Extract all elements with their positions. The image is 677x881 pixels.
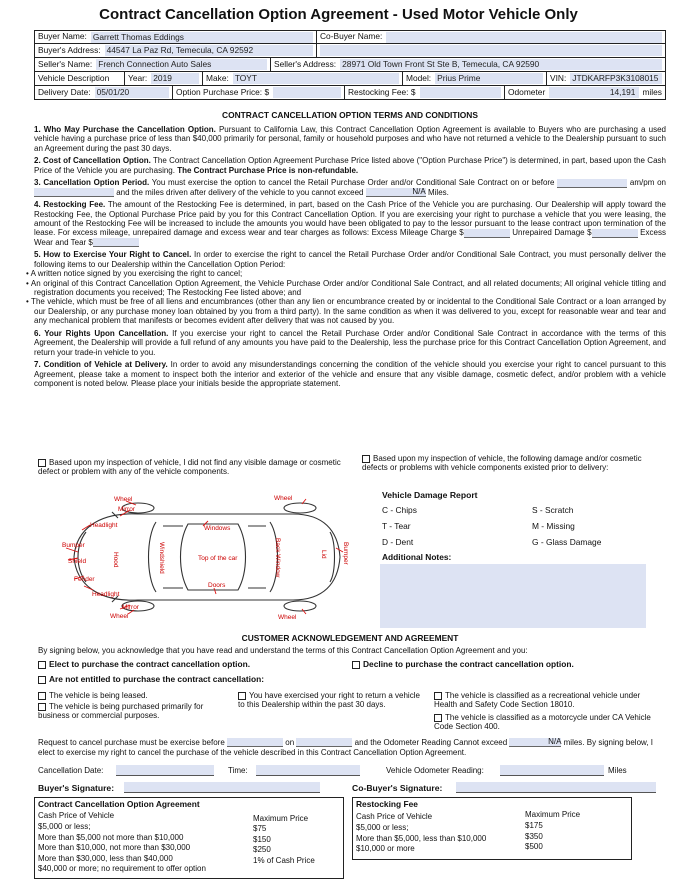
vehicle-damage-diagram[interactable] bbox=[38, 492, 364, 622]
restock-table-col2: Maximum Price bbox=[525, 810, 581, 819]
odometer-unit: miles bbox=[642, 86, 662, 97]
model-label: Model: bbox=[406, 72, 432, 83]
motorcycle-checkbox[interactable] bbox=[434, 714, 442, 722]
buyer-name-label: Buyer Name: bbox=[38, 31, 87, 42]
option-price-field[interactable] bbox=[273, 87, 341, 98]
seller-name-label: Seller's Name: bbox=[38, 58, 93, 69]
vehicle-description-label: Vehicle Description bbox=[38, 72, 110, 83]
page-title: Contract Cancellation Option Agreement - Used Motor Vehicle Only bbox=[99, 6, 578, 23]
term-5 bbox=[34, 250, 666, 269]
cobuyer-name-field[interactable] bbox=[386, 32, 662, 43]
term-1-heading: 1. Who May Purchase the Cancellation Option. bbox=[34, 125, 216, 134]
odometer-reading-label: Vehicle Odometer Reading: bbox=[386, 766, 484, 775]
make-label: Make: bbox=[206, 72, 229, 83]
damage-found-text: Based upon my inspection of vehicle, the following damage and/or cosmetic defects or problems with vehicle components existed prior to delivery: bbox=[362, 454, 642, 473]
business-checkbox[interactable] bbox=[38, 703, 46, 711]
not-entitled-text: Are not entitled to purchase the contract cancellation: bbox=[49, 674, 264, 684]
buyer-name-field[interactable]: Garrett Thomas Eddings bbox=[91, 32, 313, 43]
buyer-signature-field[interactable] bbox=[124, 782, 320, 793]
restock-row-max-3: $500 bbox=[525, 842, 543, 851]
option-row-price-2: More than $5,000 not more than $10,000 bbox=[38, 832, 184, 842]
diagram-wheel-bottom-left: Wheel bbox=[110, 613, 129, 620]
term-6-body: If you exercise your right to cancel the Retail Purchase Order and/or Conditional Sale Contract in accordance with the terms of this Agreement, the Dealership will provide a full refund of any amounts you have paid to the Dealership, less the purchase price for this Contract Cancellation Option Agreement, and return your trade-in vehicle to you. bbox=[34, 328, 666, 357]
diagram-windows: Windows bbox=[204, 525, 231, 532]
diagram-wheel-top-right: Wheel bbox=[274, 495, 293, 502]
odometer-label: Odometer bbox=[508, 86, 546, 97]
make-field[interactable]: TOYT bbox=[233, 73, 399, 84]
cancellation-date-label: Cancellation Date: bbox=[38, 766, 104, 775]
option-row-price-4: More than $30,000, less than $40,000 bbox=[38, 853, 173, 863]
damage-report-title: Vehicle Damage Report bbox=[382, 490, 478, 500]
code-dent: D - Dent bbox=[382, 537, 414, 547]
restock-row-price-3: $10,000 or more bbox=[356, 844, 415, 853]
term-5-bullet-3: • The vehicle, which must be free of all liens and encumbrances (other than any lien or encumbrance created by or incidental to the Conditional Sale Contract or a loan arranged by our Dealership, or any purchase money loan obtained by you from a third party). In the same condition as when it was delivered to you, except for reasonable wear and tear and any mechanical problem that manifests or becomes evident after delivery that was not caused by you. bbox=[26, 297, 666, 326]
elect-checkbox[interactable] bbox=[38, 661, 46, 669]
vehicle-info-grid bbox=[34, 30, 666, 100]
buyer-address-extra-field[interactable] bbox=[320, 45, 662, 56]
excess-wear-label: Excess Wear and Tear $ bbox=[34, 228, 666, 247]
diagram-mirror-bottom: Mirror bbox=[122, 604, 139, 611]
request-odometer-field[interactable]: N/A bbox=[509, 738, 561, 747]
term-2-heading: 2. Cost of Cancellation Option. bbox=[34, 156, 151, 166]
rv-option bbox=[434, 691, 656, 710]
cobuyer-name-label: Co-Buyer Name: bbox=[320, 31, 383, 42]
term-5-heading: 5. How to Exercise Your Right to Cancel. bbox=[34, 250, 192, 260]
no-damage-checkbox[interactable] bbox=[38, 459, 46, 467]
term-1-body: Pursuant to California Law, this Contract Cancellation Option Agreement is available to Buyers who are purchasing a used vehicle having a purchase price of less than $40,000 primarily for personal, family or household purposes and who have not returned a vehicle to the Dealership pursuant to such an Agreement during the past 30 days. bbox=[34, 125, 666, 153]
restock-row-max-2: $350 bbox=[525, 831, 543, 841]
leased-option bbox=[38, 691, 233, 700]
diagram-wheel-bottom-right: Wheel bbox=[278, 614, 297, 621]
term-3-text-b: am/pm on bbox=[629, 178, 666, 188]
excess-mileage-field[interactable] bbox=[464, 229, 510, 238]
decline-checkbox[interactable] bbox=[352, 661, 360, 669]
seller-address-label: Seller's Address: bbox=[274, 58, 337, 69]
diagram-top-of-car: Top of the car bbox=[198, 555, 238, 562]
restock-table-max bbox=[525, 821, 543, 853]
business-option bbox=[38, 702, 233, 721]
restock-row-price-2: More than $5,000, less than $10,000 bbox=[356, 833, 487, 843]
option-price-table bbox=[34, 797, 344, 879]
diagram-wheel-top-left: Wheel bbox=[114, 496, 133, 503]
term-2 bbox=[34, 156, 666, 175]
cancellation-date-field[interactable] bbox=[116, 765, 214, 776]
option-table-col2: Maximum Price bbox=[253, 814, 309, 823]
decline-text: Decline to purchase the contract cancellation option. bbox=[363, 659, 574, 669]
diagram-hood: Hood bbox=[112, 552, 119, 568]
restocking-fee-label: Restocking Fee: $ bbox=[348, 86, 416, 97]
request-date-field[interactable] bbox=[296, 738, 352, 747]
request-text-a: Request to cancel purchase must be exercise before bbox=[38, 738, 225, 747]
option-price-label: Option Purchase Price: $ bbox=[176, 86, 270, 97]
option-row-max-1: $75 bbox=[253, 824, 267, 833]
odometer-field[interactable]: 14,191 bbox=[549, 87, 639, 98]
vin-field[interactable]: JTDKARFP3K3108015 bbox=[570, 73, 662, 84]
option-row-price-3: More than $10,000, not more than $30,000 bbox=[38, 843, 191, 852]
returned-text: You have exercised your right to return a vehicle to this Dealership within the past 30 days. bbox=[238, 691, 420, 710]
option-row-price-1: $5,000 or less; bbox=[38, 822, 91, 831]
diagram-bumper-front: Bumper bbox=[62, 542, 85, 549]
diagram-windshield: Windshield bbox=[158, 542, 165, 574]
diagram-bumper-rear: Bumper bbox=[342, 542, 349, 565]
term-7-heading: 7. Condition of Vehicle at Delivery. bbox=[34, 360, 168, 370]
request-text-c: miles. bbox=[563, 738, 585, 747]
model-field[interactable]: Prius Prime bbox=[435, 73, 543, 84]
option-row-max-3: $250 bbox=[253, 845, 271, 854]
additional-notes-label: Additional Notes: bbox=[382, 552, 452, 562]
diagram-headlight-top: Headlight bbox=[90, 522, 118, 529]
restock-row-price-1: $5,000 or less; bbox=[356, 823, 409, 832]
code-scratch: S - Scratch bbox=[532, 505, 574, 515]
option-table-prices bbox=[38, 822, 206, 875]
acknowledgement-intro: By signing below, you acknowledge that you have read and understand the terms of this Contract Cancellation Option Agreement and you: bbox=[38, 646, 528, 655]
code-glass-damage: G - Glass Damage bbox=[532, 537, 602, 547]
option-row-price-5: $40,000 or more; no requirement to offer option bbox=[38, 864, 206, 873]
cancel-time-field[interactable] bbox=[557, 179, 627, 188]
cobuyer-signature-label: Co-Buyer's Signature: bbox=[352, 783, 443, 793]
diagram-mirror-top: Mirror bbox=[118, 506, 135, 513]
leased-text: The vehicle is being leased. bbox=[49, 691, 148, 700]
terms-heading: CONTRACT CANCELLATION OPTION TERMS AND CONDITIONS bbox=[222, 110, 478, 120]
buyer-address-field[interactable]: 44547 La Paz Rd, Temecula, CA 92592 bbox=[105, 45, 313, 56]
odometer-reading-miles: Miles bbox=[608, 766, 627, 775]
rv-checkbox[interactable] bbox=[434, 692, 442, 700]
year-label: Year: bbox=[128, 72, 148, 83]
diagram-lid: Lid bbox=[320, 550, 327, 559]
no-damage-option bbox=[38, 458, 356, 477]
request-text-on: on bbox=[285, 738, 295, 747]
option-table-title: Contract Cancellation Option Agreement bbox=[38, 799, 200, 809]
unrepaired-damage-label: Unrepaired Damage $ bbox=[512, 228, 592, 238]
term-5-bullet-2: • An original of this Contract Cancellation Option Agreement, the Vehicle Purchase Order and/or Conditional Sale Contract, and all related documents; All original vehicle titling and registration documents you received; The Restocking Fee listed above; and bbox=[26, 278, 666, 297]
restock-table-title: Restocking Fee bbox=[356, 799, 418, 809]
rv-text: The vehicle is classified as a recreational vehicle under Health and Safety Code Section 18010. bbox=[434, 691, 641, 710]
request-time-field[interactable] bbox=[227, 738, 283, 747]
term-3-heading: 3. Cancellation Option Period. bbox=[34, 178, 150, 188]
term-2-nonrefundable: The Contract Purchase Price is non-refundable. bbox=[174, 165, 359, 175]
option-table-col1: Cash Price of Vehicle bbox=[38, 811, 115, 820]
max-miles-field[interactable]: N/A bbox=[366, 188, 426, 197]
cancel-request-paragraph bbox=[38, 738, 664, 759]
cobuyer-signature-field[interactable] bbox=[456, 782, 656, 793]
elect-option bbox=[38, 660, 250, 670]
restock-table-prices bbox=[356, 823, 486, 855]
motorcycle-option bbox=[434, 713, 656, 732]
term-3-text-c: and the miles driven after delivery of the vehicle to you cannot exceed bbox=[116, 187, 364, 197]
terms-section bbox=[26, 125, 666, 391]
seller-address-field[interactable]: 28971 Old Town Front St Ste B, Temecula, CA 92590 bbox=[340, 59, 662, 70]
odometer-reading-field[interactable] bbox=[500, 765, 604, 776]
buyer-address-label: Buyer's Address: bbox=[38, 44, 101, 55]
motorcycle-text: The vehicle is classified as a motorcycle under CA Vehicle Code Section 400. bbox=[434, 713, 651, 732]
term-3-text-d: Miles. bbox=[427, 187, 449, 197]
acknowledgement-heading: CUSTOMER ACKNOWLEDGEMENT AND AGREEMENT bbox=[241, 633, 459, 643]
term-6-heading: 6. Your Rights Upon Cancellation. bbox=[34, 328, 169, 338]
time-field[interactable] bbox=[256, 765, 360, 776]
option-row-max-2: $150 bbox=[253, 834, 271, 844]
restocking-fee-table bbox=[352, 797, 632, 860]
business-text: The vehicle is being purchased primarily for business or commercial purposes. bbox=[38, 702, 204, 721]
seller-name-field[interactable]: French Connection Auto Sales bbox=[96, 59, 267, 70]
code-missing: M - Missing bbox=[532, 521, 575, 531]
term-4 bbox=[34, 200, 666, 247]
additional-notes-field[interactable] bbox=[380, 564, 646, 628]
elect-text: Elect to purchase the contract cancellation option. bbox=[49, 659, 251, 669]
not-entitled-option bbox=[38, 675, 264, 685]
delivery-date-label: Delivery Date: bbox=[38, 86, 91, 97]
term-3-text-a: You must exercise the option to cancel the Retail Purchase Order and/or Conditional Sale Contract on or before bbox=[149, 178, 555, 188]
delivery-date-field[interactable]: 05/01/20 bbox=[95, 87, 169, 98]
diagram-doors: Doors bbox=[208, 582, 226, 589]
restock-row-max-1: $175 bbox=[525, 821, 543, 830]
restock-table-col1: Cash Price of Vehicle bbox=[356, 812, 433, 821]
cancel-date-field[interactable] bbox=[34, 188, 114, 197]
term-5-bullet-1: • A written notice signed by you exercising the right to cancel; bbox=[26, 269, 243, 279]
restocking-fee-field[interactable] bbox=[420, 87, 502, 98]
leased-checkbox[interactable] bbox=[38, 692, 46, 700]
option-table-max bbox=[253, 824, 315, 866]
excess-wear-field[interactable] bbox=[93, 238, 139, 247]
diagram-fender: Fender bbox=[74, 576, 95, 583]
vin-label: VIN: bbox=[550, 72, 567, 83]
diagram-back-window: Back Window bbox=[274, 538, 281, 578]
term-4-body: The amount of the Restocking Fee is determined, in part, based on the Cash Price of the Vehicle you are purchasing. Our Dealership will apply toward the Restocking Fee, the Optional Purchase Price paid by you for this Contract Cancellation Option. If you are exercising your right to purchase a vehicle that you were leasing, the amount of the Restocking Fee will be increased to include the amounts you would have been obligated to pay to the lessor pursuant to the lease contract upon termination of the lease. For excess mileage, unrepaired damage and excess wear and tear charges as follows: Excess Mileage Charge $ bbox=[34, 200, 666, 238]
decline-option bbox=[352, 660, 574, 670]
buyer-signature-label: Buyer's Signature: bbox=[38, 783, 115, 793]
diagram-shield: Shield bbox=[68, 558, 87, 565]
request-text-d: By signing below, I elect to exercise my right to cancel the purchase of the vehicle described in this Contract Cancellation Option Agreement. bbox=[38, 738, 654, 758]
returned-checkbox[interactable] bbox=[238, 692, 246, 700]
returned-option bbox=[238, 691, 424, 710]
diagram-headlight-bottom: Headlight bbox=[92, 591, 120, 598]
term-7-body: In order to avoid any misunderstandings concerning the condition of the vehicle should you exercise your right to cancel pursuant to this Agreement, please take a moment to inspect both the interior and exterior of the vehicle and ensure that any visible damage, cosmetic defect, and/or problem with a vehicle component is noted below. Please place your initials beside the appropriate statement. bbox=[34, 360, 666, 388]
no-damage-text: Based upon my inspection of vehicle, I did not find any visible damage or cosmetic defect or problem with any of the vehicle components. bbox=[38, 458, 341, 477]
year-field[interactable]: 2019 bbox=[151, 73, 199, 84]
code-tear: T - Tear bbox=[382, 521, 411, 531]
term-1 bbox=[34, 125, 666, 153]
term-3 bbox=[34, 178, 666, 197]
term-5-body: In order to exercise the right to cancel the Retail Purchase Order and/or Conditional Sale Contract, you must personally deliver the following items to our Dealership within the Cancellation Option Period: bbox=[34, 250, 666, 269]
term-7 bbox=[34, 360, 666, 388]
unrepaired-damage-field[interactable] bbox=[592, 229, 638, 238]
not-entitled-checkbox[interactable] bbox=[38, 676, 46, 684]
code-chips: C - Chips bbox=[382, 505, 417, 515]
time-label: Time: bbox=[228, 766, 248, 775]
request-text-b: and the Odometer Reading Cannot exceed bbox=[354, 738, 508, 747]
term-6 bbox=[34, 329, 666, 357]
damage-found-checkbox[interactable] bbox=[362, 455, 370, 463]
option-row-max-4: 1% of Cash Price bbox=[253, 855, 315, 865]
damage-found-option bbox=[362, 454, 658, 473]
term-2-body: The Contract Cancellation Option Agreement Purchase Price listed above ("Option Purchase Price") is determined, in part, based upon the Cash Price of the Vehicle you are purchasing. bbox=[34, 156, 666, 175]
term-4-heading: 4. Restocking Fee. bbox=[34, 200, 106, 210]
